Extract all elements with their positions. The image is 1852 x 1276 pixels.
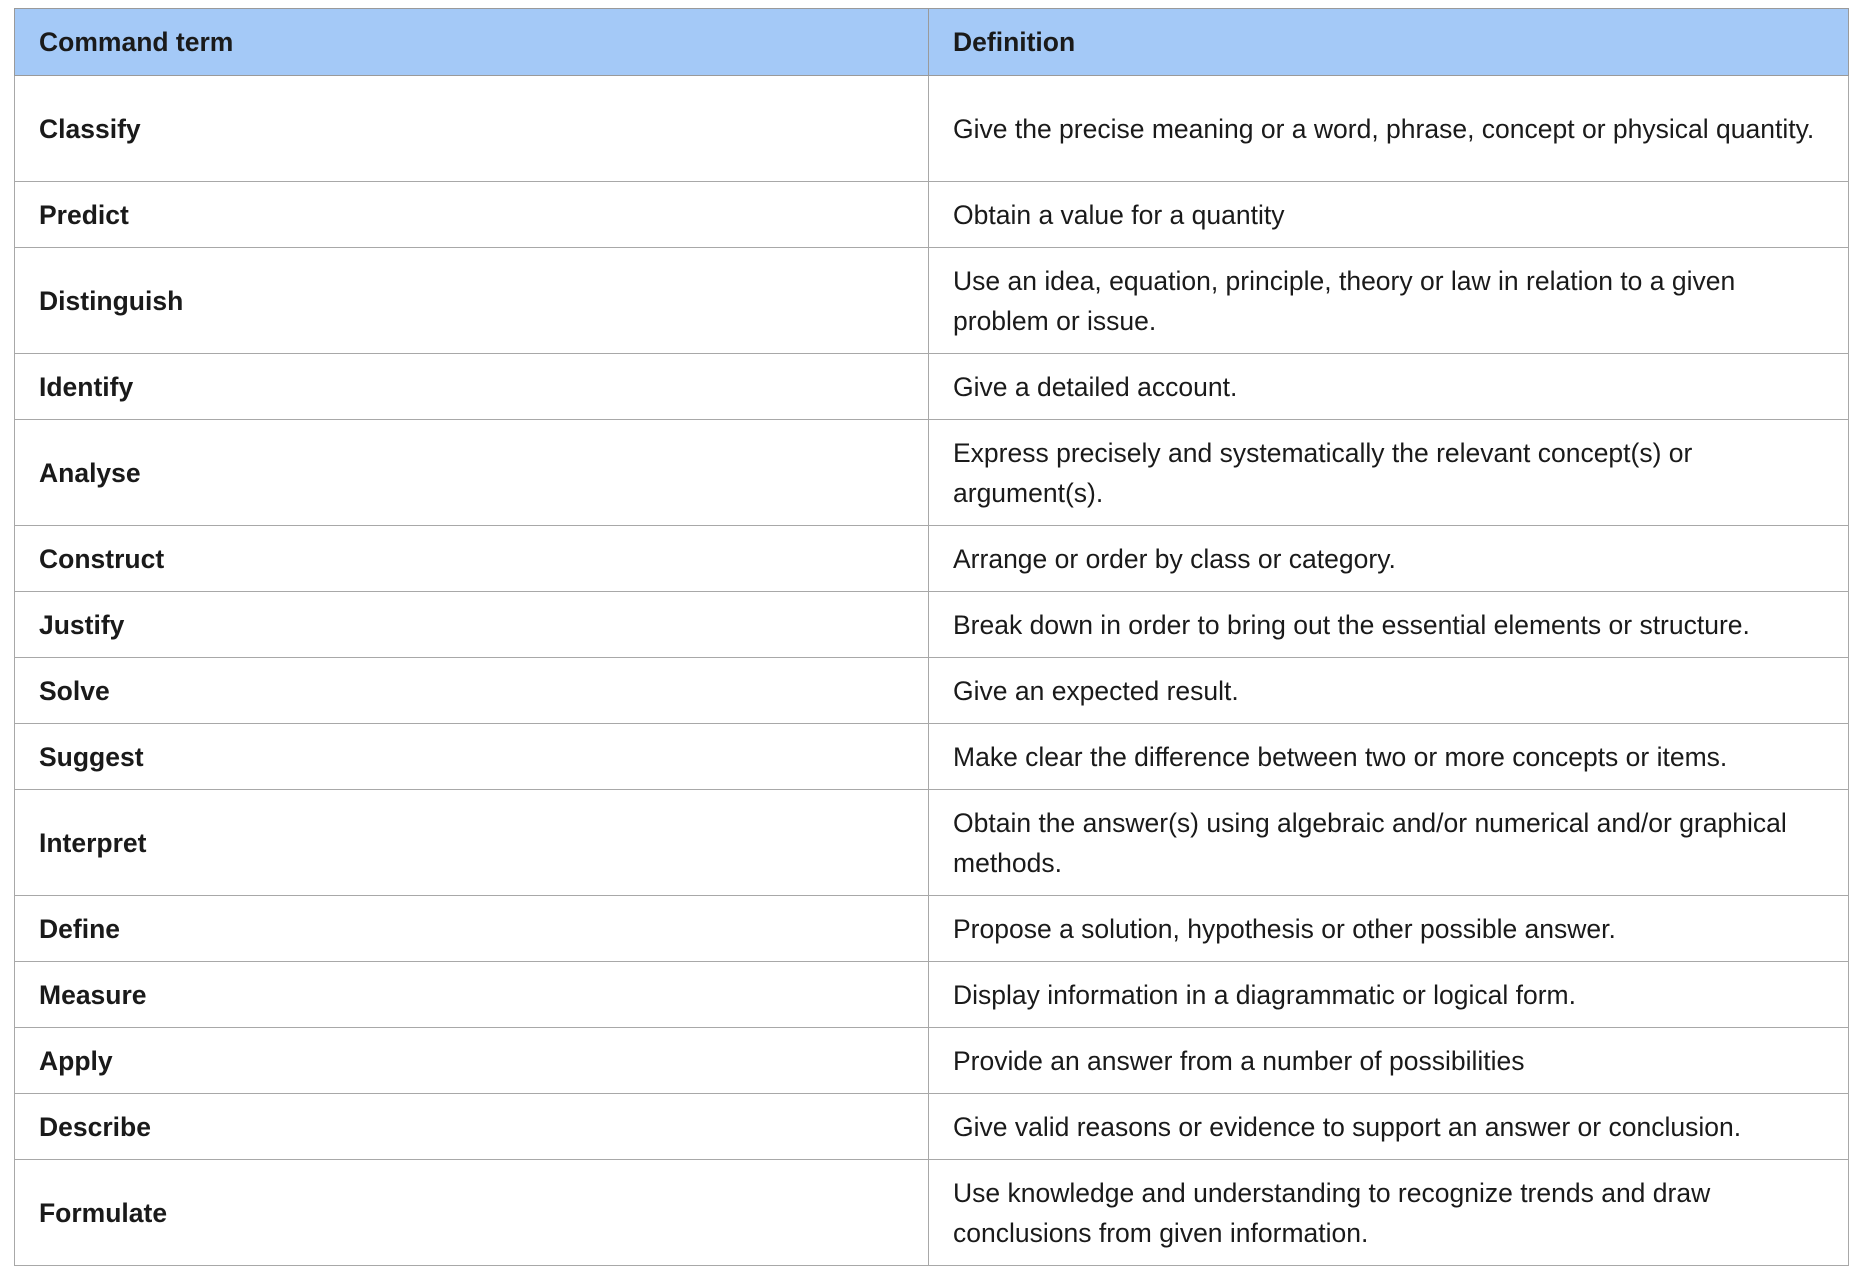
term-cell: Classify	[15, 76, 929, 182]
term-cell: Identify	[15, 354, 929, 420]
definition-cell: Give the precise meaning or a word, phrase, concept or physical quantity.	[929, 76, 1849, 182]
term-cell: Suggest	[15, 724, 929, 790]
term-cell: Distinguish	[15, 248, 929, 354]
table-body	[15, 76, 1849, 1266]
term-cell: Formulate	[15, 1160, 929, 1266]
table-row	[15, 658, 1849, 724]
table-row	[15, 962, 1849, 1028]
definition-cell: Express precisely and systematically the relevant concept(s) or argument(s).	[929, 420, 1849, 526]
term-cell: Apply	[15, 1028, 929, 1094]
term-cell: Justify	[15, 592, 929, 658]
definition-cell: Make clear the difference between two or more concepts or items.	[929, 724, 1849, 790]
definition-cell: Provide an answer from a number of possibilities	[929, 1028, 1849, 1094]
definition-cell: Obtain the answer(s) using algebraic and/or numerical and/or graphical methods.	[929, 790, 1849, 896]
table-row	[15, 1028, 1849, 1094]
term-cell: Solve	[15, 658, 929, 724]
table-row	[15, 724, 1849, 790]
term-cell: Describe	[15, 1094, 929, 1160]
term-cell: Construct	[15, 526, 929, 592]
column-header-command-term: Command term	[15, 9, 929, 76]
term-cell: Define	[15, 896, 929, 962]
table-row	[15, 526, 1849, 592]
table-row	[15, 896, 1849, 962]
table-row	[15, 76, 1849, 182]
definition-cell: Use an idea, equation, principle, theory or law in relation to a given problem or issue.	[929, 248, 1849, 354]
definition-cell: Use knowledge and understanding to recognize trends and draw conclusions from given information.	[929, 1160, 1849, 1266]
header-row	[15, 9, 1849, 76]
definition-cell: Give an expected result.	[929, 658, 1849, 724]
term-cell: Predict	[15, 182, 929, 248]
definition-cell: Display information in a diagrammatic or logical form.	[929, 962, 1849, 1028]
table-row	[15, 248, 1849, 354]
definition-cell: Propose a solution, hypothesis or other possible answer.	[929, 896, 1849, 962]
table-row	[15, 1094, 1849, 1160]
command-terms-table-container	[14, 8, 1848, 1266]
table-row	[15, 790, 1849, 896]
term-cell: Analyse	[15, 420, 929, 526]
term-cell: Interpret	[15, 790, 929, 896]
table-row	[15, 592, 1849, 658]
definition-cell: Arrange or order by class or category.	[929, 526, 1849, 592]
table-row	[15, 182, 1849, 248]
definition-cell: Break down in order to bring out the essential elements or structure.	[929, 592, 1849, 658]
definition-cell: Give a detailed account.	[929, 354, 1849, 420]
table-row	[15, 1160, 1849, 1266]
table-row	[15, 354, 1849, 420]
column-header-definition: Definition	[929, 9, 1849, 76]
table-row	[15, 420, 1849, 526]
table-header	[15, 9, 1849, 76]
definition-cell: Give valid reasons or evidence to support an answer or conclusion.	[929, 1094, 1849, 1160]
command-terms-table	[14, 8, 1849, 1266]
term-cell: Measure	[15, 962, 929, 1028]
definition-cell: Obtain a value for a quantity	[929, 182, 1849, 248]
